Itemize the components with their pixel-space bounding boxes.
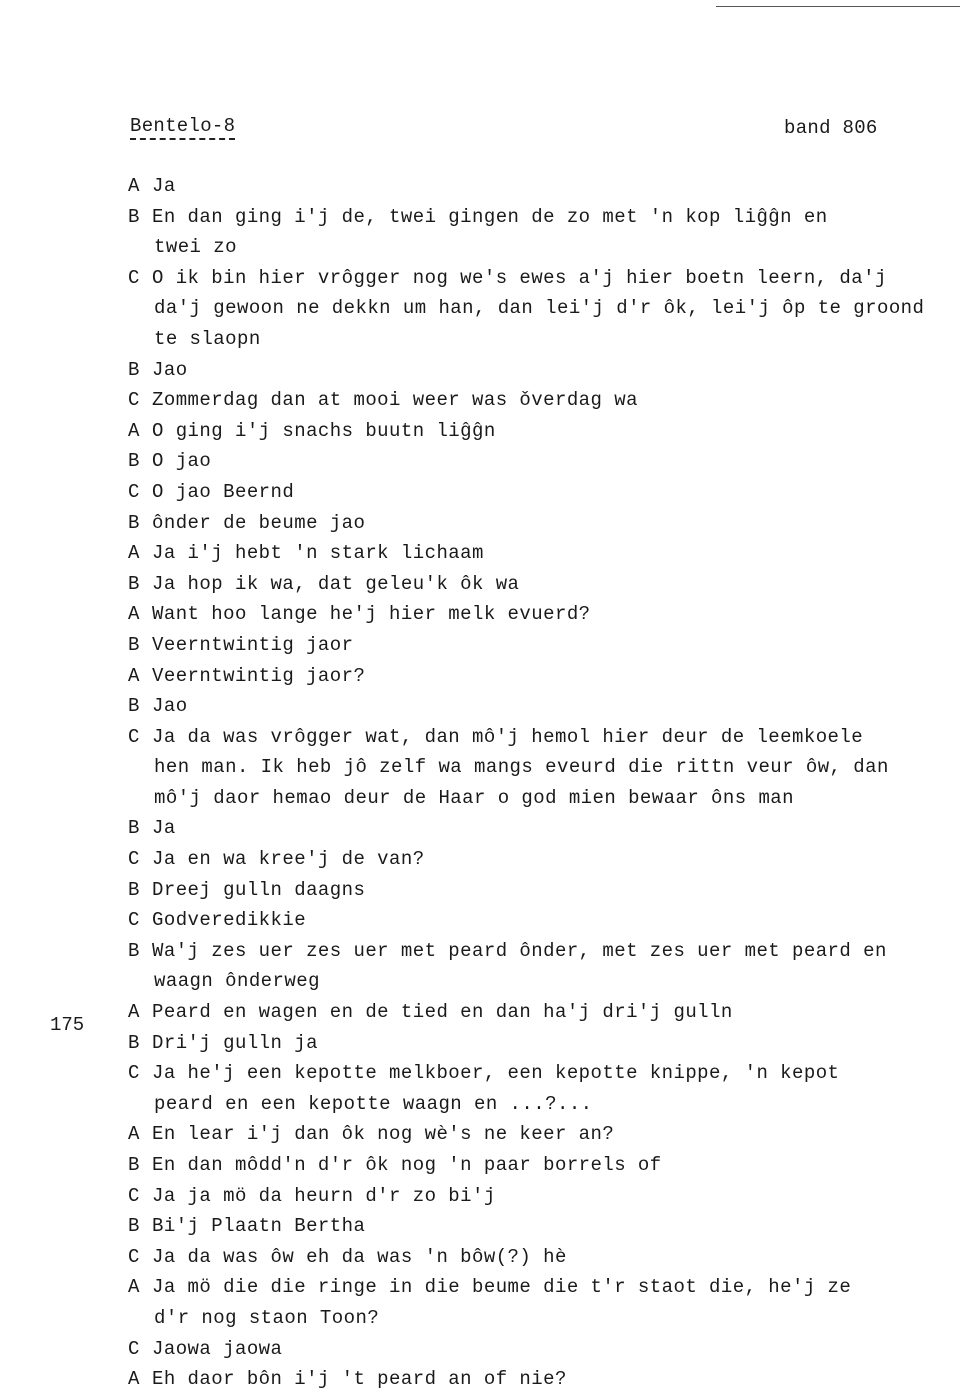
speaker-label: B xyxy=(128,450,140,473)
utterance-text: Jaowa jaowa xyxy=(152,1337,283,1360)
utterance-text: Zommerdag dan at mooi weer was ǒverdag wa xyxy=(152,389,638,412)
utterance-continuation: da'j gewoon ne dekkn um han, dan lei'j d'r ôk, lei'j ôp te groond xyxy=(154,297,925,320)
utterance-continuation: mô'j daor hemao deur de Haar o god mien bewaar ôns man xyxy=(154,786,794,809)
speaker-label: A xyxy=(128,1368,140,1391)
speaker-label: B xyxy=(128,358,140,381)
utterance-text: Jao xyxy=(152,695,188,718)
speaker-label: C xyxy=(128,909,140,932)
turn-first-line xyxy=(128,936,958,967)
speaker-label: A xyxy=(128,1276,140,1299)
turn-first-line xyxy=(128,477,958,508)
transcript-turn xyxy=(128,936,958,997)
transcript-turn xyxy=(128,1211,958,1242)
turn-first-line xyxy=(128,569,958,600)
utterance-continuation: hen man. Ik heb jô zelf wa mangs eveurd die rittn veur ôw, dan xyxy=(154,756,889,779)
turn-first-line xyxy=(128,1334,958,1365)
transcript-turn xyxy=(128,1334,958,1365)
transcript-turn xyxy=(128,875,958,906)
utterance-continuation: waagn ônderweg xyxy=(154,970,320,993)
speaker-label: B xyxy=(128,1154,140,1176)
utterance-text: Want hoo lange he'j hier melk evuerd? xyxy=(152,603,591,626)
utterance-text: Ja i'j hebt 'n stark lichaam xyxy=(152,542,484,565)
turn-first-line xyxy=(128,538,958,569)
transcript-turn xyxy=(128,446,958,477)
turn-first-line xyxy=(128,263,958,294)
top-rule xyxy=(716,6,960,7)
utterance-text: Dri'j gulln ja xyxy=(152,1031,318,1054)
turn-first-line xyxy=(128,171,958,202)
turn-first-line xyxy=(128,385,958,416)
utterance-continuation: peard en een kepotte waagn en ...?... xyxy=(154,1092,593,1115)
turn-first-line xyxy=(128,355,958,386)
speaker-label: C xyxy=(128,848,140,871)
turn-first-line xyxy=(128,997,958,1028)
speaker-label: A xyxy=(128,1001,140,1024)
speaker-label: C xyxy=(128,1062,140,1085)
transcript-turn xyxy=(128,202,958,263)
speaker-label: A xyxy=(128,603,140,626)
utterance-text: O jao Beernd xyxy=(152,480,295,503)
turn-first-line xyxy=(128,691,958,722)
speaker-label: B xyxy=(128,205,140,228)
document-title xyxy=(130,115,235,137)
transcript-turn xyxy=(128,171,958,202)
turn-first-line xyxy=(128,1272,958,1303)
transcript-turn xyxy=(128,813,958,844)
utterance-text: O ging i'j snachs buutn liĝĝn xyxy=(152,419,496,442)
utterance-continuation: te slaopn xyxy=(154,327,261,350)
transcript-turn xyxy=(128,1058,958,1119)
utterance-text: Veerntwintig jaor xyxy=(152,633,354,656)
utterance-text: En lear i'j dan ôk nog wè's ne keer an? xyxy=(152,1123,615,1146)
transcript-turn xyxy=(128,661,958,692)
turn-first-line xyxy=(128,844,958,875)
turn-first-line xyxy=(128,599,958,630)
utterance-text: Ja xyxy=(152,817,176,840)
turn-first-line xyxy=(128,630,958,661)
document-title-text: Bentelo-8 xyxy=(130,115,235,140)
speaker-label: A xyxy=(128,1123,140,1146)
transcript-turn xyxy=(128,630,958,661)
transcript xyxy=(128,171,958,1395)
turn-first-line xyxy=(128,446,958,477)
speaker-label: C xyxy=(128,1337,140,1360)
turn-first-line xyxy=(128,1028,958,1059)
transcript-turn xyxy=(128,722,958,814)
speaker-label: A xyxy=(128,175,140,197)
turn-first-line xyxy=(128,1242,958,1273)
utterance-text: Ja mö die die ringe in die beume die t'r staot die, he'j ze xyxy=(152,1276,852,1299)
transcript-turn xyxy=(128,477,958,508)
transcript-turn xyxy=(128,355,958,386)
transcript-turn xyxy=(128,569,958,600)
transcript-turn xyxy=(128,508,958,539)
utterance-text: ônder de beume jao xyxy=(152,511,366,534)
utterance-text: Wa'j zes uer zes uer met peard ônder, met zes uer met peard en xyxy=(152,939,887,962)
utterance-text: Bi'j Plaatn Bertha xyxy=(152,1215,366,1238)
transcript-turn xyxy=(128,416,958,447)
turn-first-line xyxy=(128,661,958,692)
utterance-text: Jao xyxy=(152,358,188,381)
speaker-label: B xyxy=(128,572,140,595)
turn-first-line xyxy=(128,1211,958,1242)
transcript-turn xyxy=(128,1364,958,1395)
utterance-text: Peard en wagen en de tied en dan ha'j dri'j gulln xyxy=(152,1001,733,1024)
transcript-turn xyxy=(128,1272,958,1333)
transcript-turn xyxy=(128,691,958,722)
turn-first-line xyxy=(128,508,958,539)
speaker-label: B xyxy=(128,511,140,534)
utterance-text: Ja da was ôw eh da was 'n bôw(?) hè xyxy=(152,1245,567,1268)
transcript-turn xyxy=(128,1181,958,1212)
utterance-text: Ja ja mö da heurn d'r zo bi'j xyxy=(152,1184,496,1207)
utterance-text: O jao xyxy=(152,450,212,473)
turn-first-line xyxy=(128,722,958,753)
speaker-label: C xyxy=(128,480,140,503)
utterance-text: Ja da was vrôgger wat, dan mô'j hemol hier deur de leemkoele xyxy=(152,725,864,748)
utterance-text: Ja hop ik wa, dat geleu'k ôk wa xyxy=(152,572,520,595)
utterance-text: En dan môdd'n d'r ôk nog 'n paar borrels of xyxy=(152,1154,662,1176)
speaker-label: B xyxy=(128,1215,140,1238)
transcript-turn xyxy=(128,599,958,630)
turn-first-line xyxy=(128,1364,958,1395)
turn-first-line xyxy=(128,1119,958,1150)
utterance-text: Ja en wa kree'j de van? xyxy=(152,848,425,871)
turn-first-line xyxy=(128,1150,958,1181)
speaker-label: B xyxy=(128,1031,140,1054)
speaker-label: C xyxy=(128,1184,140,1207)
turn-first-line xyxy=(128,202,958,233)
utterance-text: Godveredikkie xyxy=(152,909,307,932)
turn-first-line xyxy=(128,875,958,906)
transcript-turn xyxy=(128,1242,958,1273)
transcript-turn xyxy=(128,905,958,936)
utterance-continuation: twei zo xyxy=(154,236,237,259)
speaker-label: A xyxy=(128,419,140,442)
speaker-label: C xyxy=(128,389,140,412)
speaker-label: A xyxy=(128,664,140,687)
speaker-label: B xyxy=(128,878,140,901)
utterance-continuation: d'r nog staon Toon? xyxy=(154,1306,380,1329)
speaker-label: C xyxy=(128,725,140,748)
speaker-label: B xyxy=(128,817,140,840)
transcript-turn xyxy=(128,538,958,569)
utterance-text: Dreej gulln daagns xyxy=(152,878,366,901)
utterance-text: O ik bin hier vrôgger nog we's ewes a'j hier boetn leern, da'j xyxy=(152,266,887,289)
transcript-turn xyxy=(128,844,958,875)
speaker-label: B xyxy=(128,939,140,962)
speaker-label: C xyxy=(128,1245,140,1268)
speaker-label: A xyxy=(128,542,140,565)
transcript-turn xyxy=(128,1119,958,1150)
turn-first-line xyxy=(128,905,958,936)
transcript-turn xyxy=(128,997,958,1028)
utterance-text: En dan ging i'j de, twei gingen de zo met 'n kop liĝĝn en xyxy=(152,205,828,228)
transcript-turn xyxy=(128,263,958,355)
transcript-turn xyxy=(128,1150,958,1181)
turn-first-line xyxy=(128,416,958,447)
margin-line-number: 175 xyxy=(50,1014,85,1036)
utterance-text: Eh daor bôn i'j 't peard an of nie? xyxy=(152,1368,567,1391)
turn-first-line xyxy=(128,1058,958,1089)
speaker-label: C xyxy=(128,266,140,289)
tape-label: band 806 xyxy=(784,117,878,139)
speaker-label: B xyxy=(128,633,140,656)
transcript-turn xyxy=(128,1028,958,1059)
turn-first-line xyxy=(128,1181,958,1212)
utterance-text: Veerntwintig jaor? xyxy=(152,664,366,687)
utterance-text: Ja xyxy=(152,175,176,197)
speaker-label: B xyxy=(128,695,140,718)
transcript-turn xyxy=(128,385,958,416)
turn-first-line xyxy=(128,813,958,844)
utterance-text: Ja he'j een kepotte melkboer, een kepotte knippe, 'n kepot xyxy=(152,1062,840,1085)
